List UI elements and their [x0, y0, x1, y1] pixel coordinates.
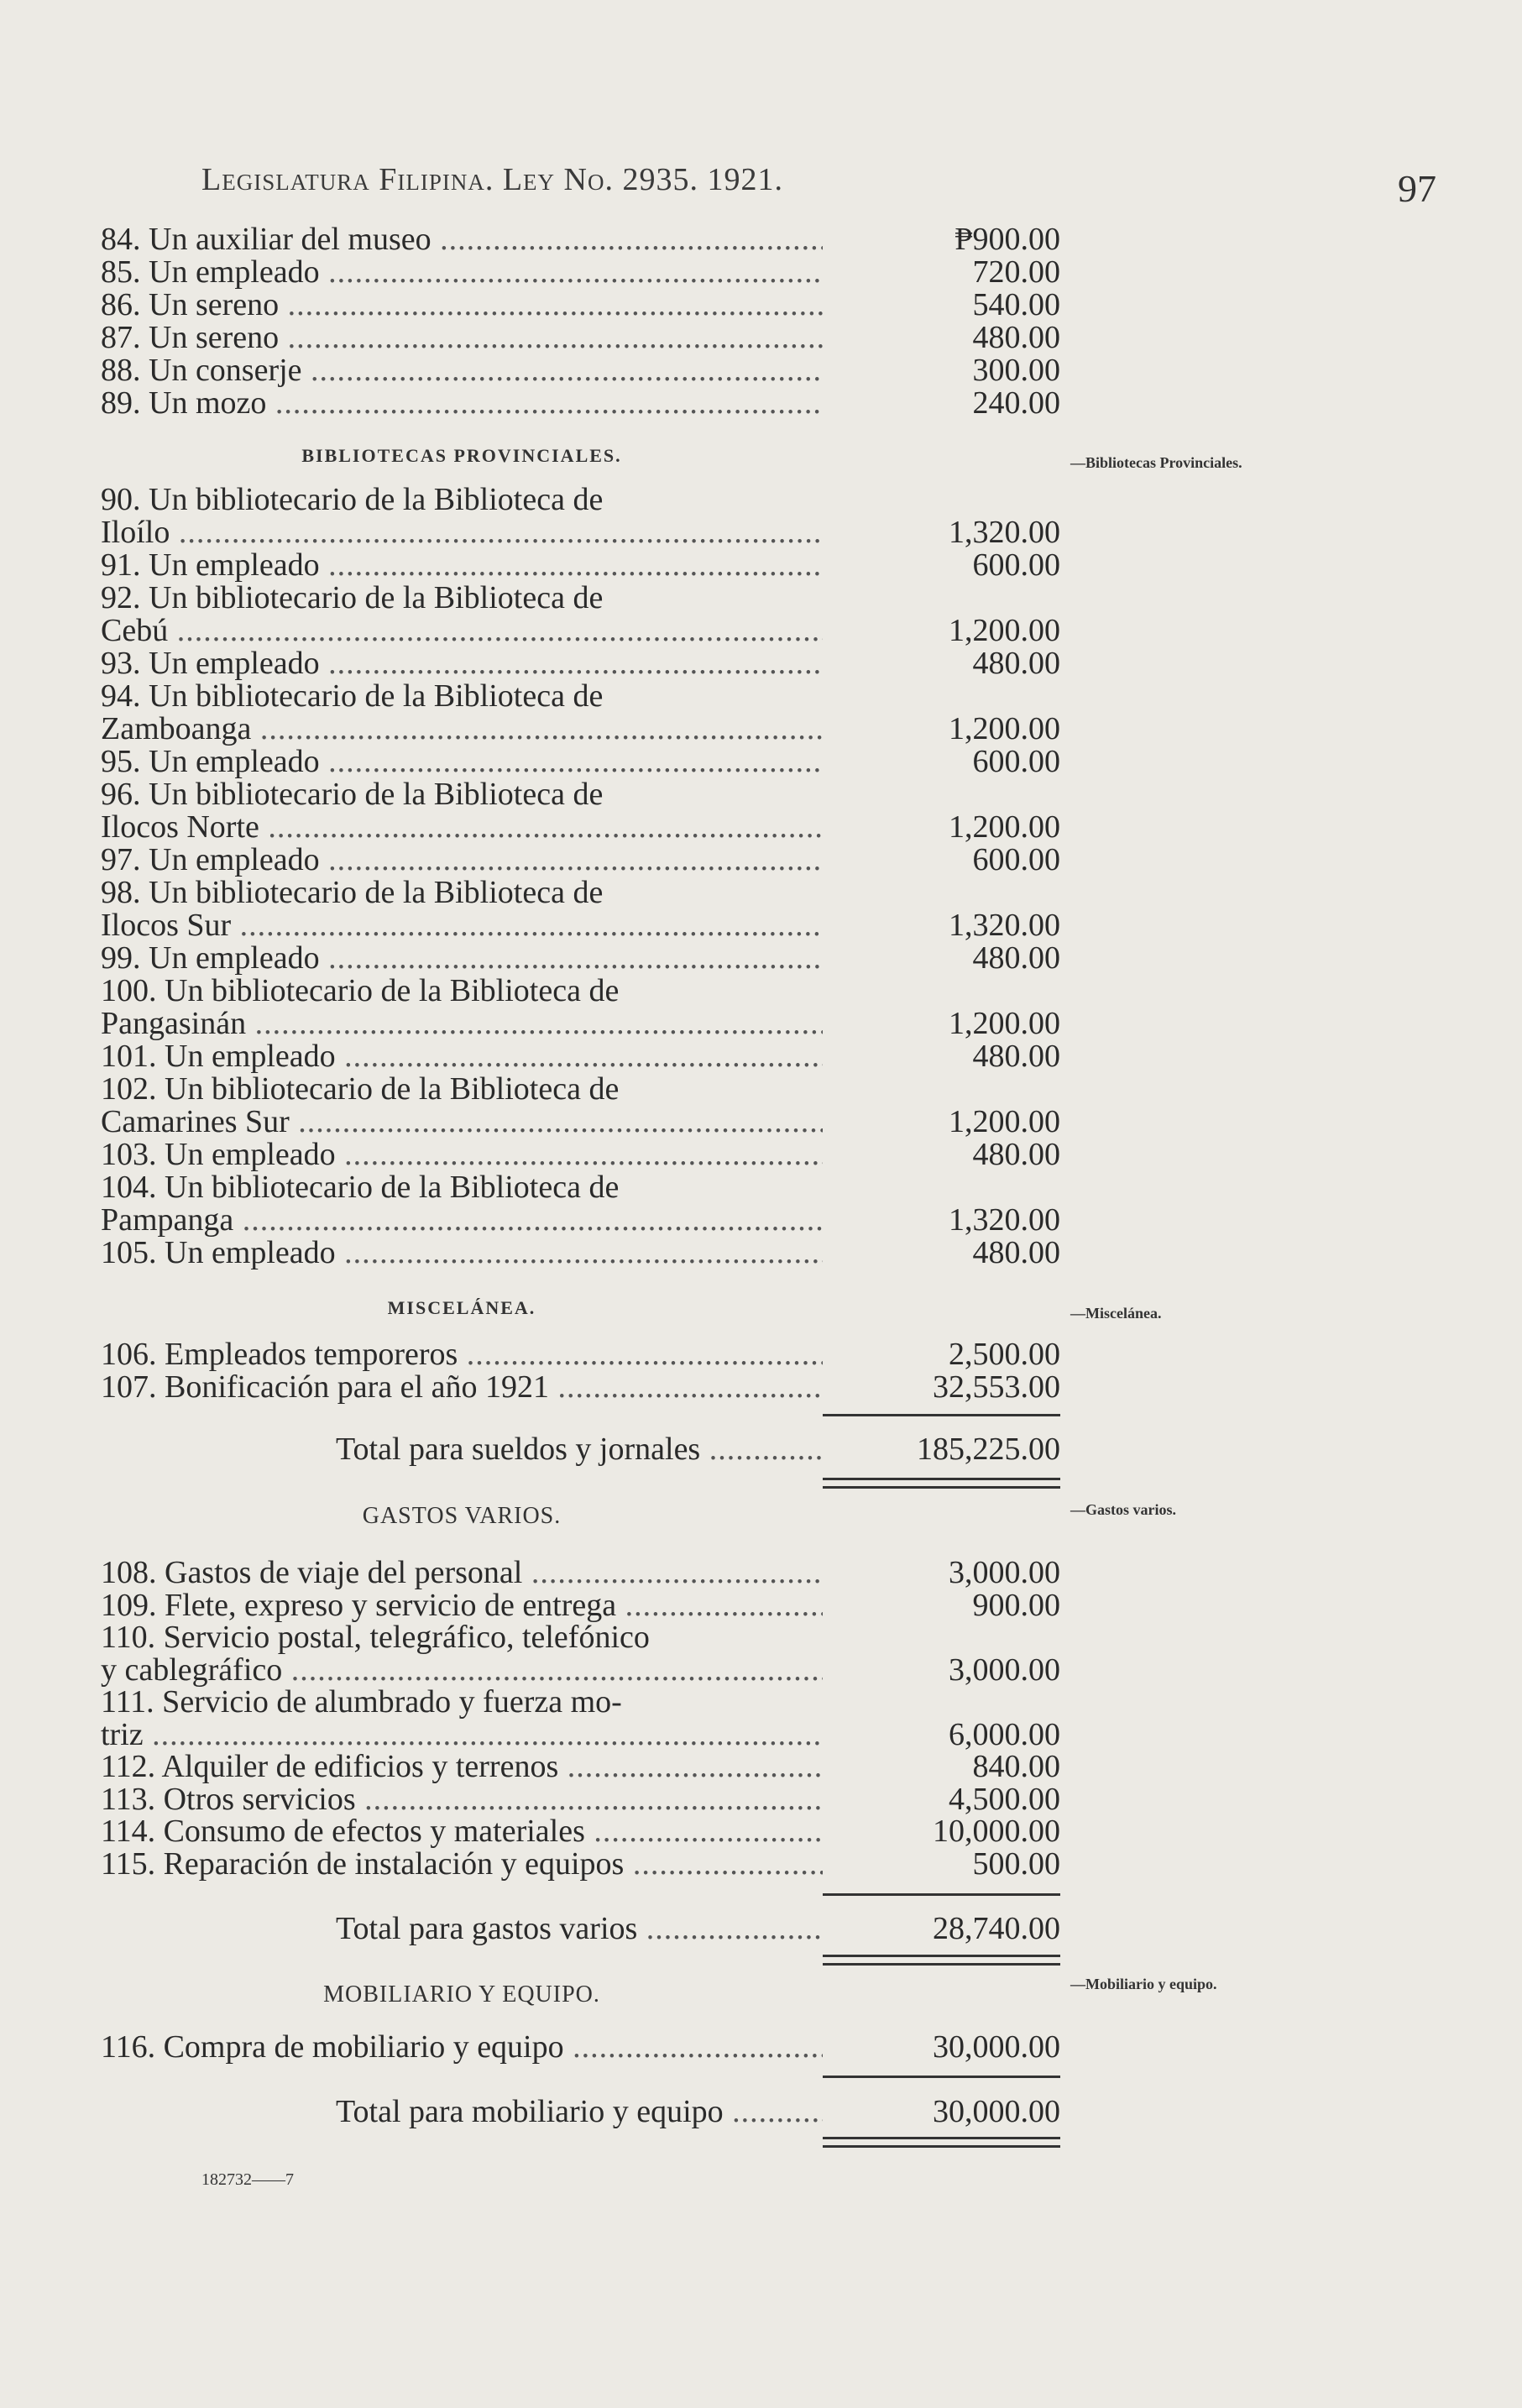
print-code: 182732——7 [201, 2170, 294, 2189]
line-item-label: 101. Un empleado ..... [101, 1039, 823, 1073]
budget-row [101, 974, 1060, 1008]
line-item-label: 103. Un empleado ..... [101, 1138, 823, 1171]
line-item-amount: 1,320.00 [949, 515, 1060, 550]
budget-row [101, 843, 1060, 877]
budget-row [101, 1685, 1060, 1719]
section-heading-gastos: GASTOS VARIOS. [362, 1503, 562, 1529]
total-double-rule [823, 2137, 1060, 2148]
budget-row [101, 222, 1060, 256]
line-item-label: 99. Un empleado ..... [101, 941, 823, 975]
budget-row [101, 1007, 1060, 1040]
line-item-label: 106. Empleados temporeros ..... [101, 1337, 823, 1371]
budget-row [101, 1589, 1060, 1622]
line-item-label: Zamboanga ..... [101, 712, 823, 746]
line-item-amount: 3,000.00 [949, 1652, 1060, 1688]
subtotal-rule [823, 2076, 1060, 2078]
budget-row [101, 1718, 1060, 1751]
total-double-rule [823, 1955, 1060, 1966]
line-item-label: 111. Servicio de alumbrado y fuerza mo- [101, 1685, 622, 1719]
margin-note-mobiliario: —Mobiliario y equipo. [1070, 1976, 1217, 1992]
budget-row [101, 581, 1060, 615]
line-item-label: Camarines Sur ..... [101, 1105, 823, 1139]
budget-row [101, 679, 1060, 713]
section-heading-mobiliario: MOBILIARIO Y EQUIPO. [323, 1981, 600, 2008]
line-item-amount: 10,000.00 [933, 1814, 1060, 1849]
line-item-label: 116. Compra de mobiliario y equipo ..... [101, 2030, 823, 2064]
line-item-amount: 480.00 [972, 320, 1060, 355]
page-number: 97 [1398, 167, 1436, 210]
line-item-label: 102. Un bibliotecario de la Biblioteca de [101, 1072, 620, 1106]
line-item-label: 94. Un bibliotecario de la Biblioteca de [101, 679, 604, 713]
budget-row [101, 1138, 1060, 1171]
budget-row [101, 1203, 1060, 1237]
line-item-label: 85. Un empleado ..... [101, 255, 823, 289]
line-item-amount: 185,225.00 [917, 1432, 1060, 1467]
section-heading-miscelanea: MISCELÁNEA. [387, 1297, 536, 1318]
line-item-label: 109. Flete, expreso y servicio de entrega ..... [101, 1589, 823, 1622]
total-row [101, 2095, 1060, 2128]
budget-row [101, 777, 1060, 811]
line-item-amount: 1,200.00 [949, 809, 1060, 845]
total-row [101, 1432, 1060, 1466]
total-double-rule [823, 1478, 1060, 1489]
budget-row [101, 1653, 1060, 1687]
line-item-amount: 240.00 [972, 385, 1060, 421]
budget-row [101, 288, 1060, 322]
line-item-label: 98. Un bibliotecario de la Biblioteca de [101, 876, 604, 909]
line-item-amount: 1,200.00 [949, 613, 1060, 648]
line-item-amount: 1,320.00 [949, 1202, 1060, 1238]
line-item-label: 107. Bonificación para el año 1921 ..... [101, 1370, 823, 1404]
budget-row [101, 810, 1060, 844]
budget-row [101, 908, 1060, 942]
line-item-label: 93. Un empleado ..... [101, 646, 823, 680]
line-item-label: 108. Gastos de viaje del personal ..... [101, 1556, 823, 1589]
line-item-amount: 4,500.00 [949, 1781, 1060, 1817]
line-item-amount: 600.00 [972, 842, 1060, 877]
line-item-amount: ₱900.00 [955, 222, 1060, 257]
budget-row [101, 1370, 1060, 1404]
budget-row [101, 2030, 1060, 2064]
line-item-amount: 480.00 [972, 646, 1060, 681]
line-item-amount: 540.00 [972, 287, 1060, 322]
line-item-label: 105. Un empleado ..... [101, 1236, 823, 1269]
budget-row [101, 386, 1060, 420]
line-item-label: 84. Un auxiliar del museo ..... [101, 222, 823, 256]
line-item-label: 96. Un bibliotecario de la Biblioteca de [101, 777, 604, 811]
line-item-label: 97. Un empleado ..... [101, 843, 823, 877]
budget-row [101, 1847, 1060, 1881]
budget-row [101, 1337, 1060, 1371]
budget-row [101, 614, 1060, 647]
line-item-amount: 2,500.00 [949, 1337, 1060, 1372]
line-item-amount: 1,320.00 [949, 908, 1060, 943]
budget-row [101, 548, 1060, 582]
line-item-amount: 720.00 [972, 254, 1060, 290]
margin-note-bibliotecas: —Bibliotecas Provinciales. [1070, 454, 1242, 471]
budget-row [101, 353, 1060, 387]
line-item-label: 86. Un sereno ..... [101, 288, 823, 322]
line-item-label: Total para gastos varios ..... [336, 1912, 823, 1945]
section-heading-bibliotecas: BIBLIOTECAS PROVINCIALES. [301, 445, 622, 466]
line-item-label: 88. Un conserje ..... [101, 353, 823, 387]
budget-row [101, 483, 1060, 516]
line-item-amount: 30,000.00 [933, 2094, 1060, 2129]
line-item-label: 92. Un bibliotecario de la Biblioteca de [101, 581, 604, 615]
budget-row [101, 1039, 1060, 1073]
line-item-amount: 3,000.00 [949, 1555, 1060, 1590]
line-item-amount: 600.00 [972, 547, 1060, 583]
line-item-amount: 1,200.00 [949, 1006, 1060, 1041]
budget-row [101, 1072, 1060, 1106]
line-item-amount: 32,553.00 [933, 1369, 1060, 1405]
line-item-amount: 300.00 [972, 353, 1060, 388]
line-item-label: Pangasinán ..... [101, 1007, 823, 1040]
subtotal-rule [823, 1414, 1060, 1416]
line-item-amount: 480.00 [972, 1039, 1060, 1074]
margin-note-miscelanea: —Miscelánea. [1070, 1305, 1162, 1322]
budget-row [101, 1170, 1060, 1204]
line-item-label: 90. Un bibliotecario de la Biblioteca de [101, 483, 604, 516]
line-item-amount: 6,000.00 [949, 1716, 1060, 1752]
budget-row [101, 1750, 1060, 1783]
budget-row [101, 1782, 1060, 1816]
line-item-amount: 600.00 [972, 744, 1060, 779]
line-item-label: Cebú ..... [101, 614, 823, 647]
line-item-label: Iloílo ..... [101, 516, 823, 549]
line-item-label: Total para mobiliario y equipo ..... [336, 2095, 823, 2128]
budget-row [101, 1620, 1060, 1654]
line-item-label: 113. Otros servicios ..... [101, 1782, 823, 1816]
line-item-amount: 1,200.00 [949, 711, 1060, 746]
budget-row [101, 255, 1060, 289]
line-item-label: 87. Un sereno ..... [101, 321, 823, 354]
subtotal-rule [823, 1893, 1060, 1896]
line-item-label: 91. Un empleado ..... [101, 548, 823, 582]
budget-row [101, 321, 1060, 354]
line-item-label: Ilocos Norte ..... [101, 810, 823, 844]
budget-row [101, 745, 1060, 778]
budget-row [101, 941, 1060, 975]
line-item-amount: 30,000.00 [933, 2029, 1060, 2065]
line-item-label: 112. Alquiler de edificios y terrenos ..... [101, 1750, 823, 1783]
running-header: Legislatura Filipina. Ley No. 2935. 1921. [201, 162, 783, 197]
line-item-label: y cablegráfico ..... [101, 1653, 823, 1687]
line-item-label: 89. Un mozo ..... [101, 386, 823, 420]
line-item-label: 95. Un empleado ..... [101, 745, 823, 778]
line-item-amount: 840.00 [972, 1749, 1060, 1784]
budget-row [101, 876, 1060, 909]
line-item-label: 110. Servicio postal, telegráfico, telefónico [101, 1620, 650, 1654]
line-item-label: 100. Un bibliotecario de la Biblioteca de [101, 974, 620, 1008]
line-item-amount: 480.00 [972, 1137, 1060, 1172]
line-item-amount: 480.00 [972, 1235, 1060, 1270]
budget-row [101, 516, 1060, 549]
line-item-label: Pampanga ..... [101, 1203, 823, 1237]
line-item-label: triz ..... [101, 1718, 823, 1751]
line-item-label: 115. Reparación de instalación y equipos ..... [101, 1847, 823, 1881]
margin-note-gastos: —Gastos varios. [1070, 1501, 1176, 1518]
budget-row [101, 1556, 1060, 1589]
line-item-amount: 28,740.00 [933, 1911, 1060, 1946]
line-item-amount: 480.00 [972, 940, 1060, 976]
line-item-amount: 900.00 [972, 1587, 1060, 1623]
budget-row [101, 1814, 1060, 1848]
line-item-label: 104. Un bibliotecario de la Biblioteca de [101, 1170, 620, 1204]
budget-row [101, 712, 1060, 746]
line-item-amount: 500.00 [972, 1845, 1060, 1882]
line-item-label: Ilocos Sur ..... [101, 908, 823, 942]
line-item-label: 114. Consumo de efectos y materiales ..... [101, 1814, 823, 1848]
budget-row [101, 1236, 1060, 1269]
line-item-amount: 1,200.00 [949, 1104, 1060, 1139]
line-item-label: Total para sueldos y jornales ..... [336, 1432, 823, 1466]
total-row [101, 1912, 1060, 1945]
budget-row [101, 1105, 1060, 1139]
budget-row [101, 646, 1060, 680]
